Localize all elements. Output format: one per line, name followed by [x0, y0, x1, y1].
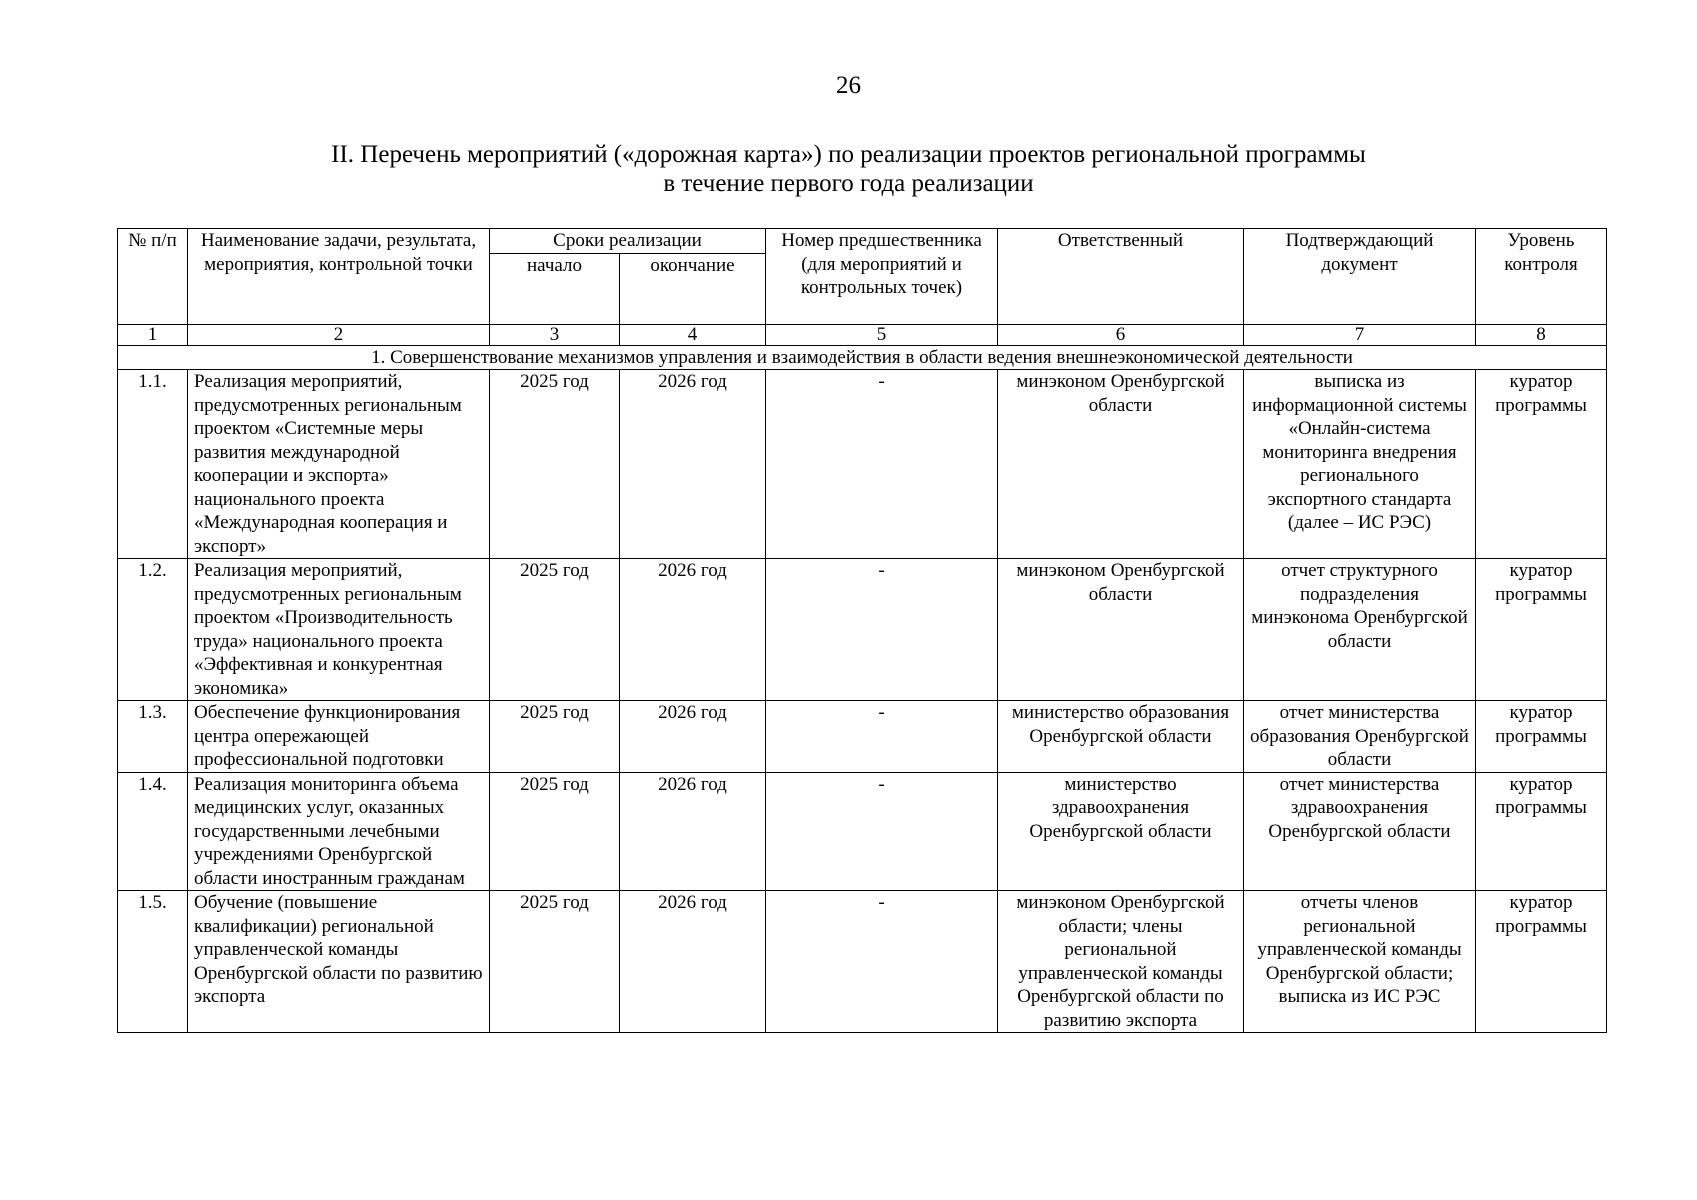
row-control: куратор программы: [1476, 701, 1607, 773]
row-document: отчет министерства здравоохранения Оренбургской области: [1244, 772, 1476, 891]
row-name: Обеспечение функционирования центра опережающей профессиональной подготовки: [188, 701, 490, 773]
table-row: [118, 891, 1607, 1033]
row-predecessor: -: [766, 559, 998, 701]
row-predecessor: -: [766, 772, 998, 891]
header-end: окончание: [620, 253, 766, 324]
table-row: [118, 559, 1607, 701]
column-number: 8: [1476, 324, 1607, 345]
row-responsible: минэконом Оренбургской области: [998, 370, 1244, 559]
row-end: 2026 год: [620, 559, 766, 701]
header-document: Подтверждающий документ: [1244, 229, 1476, 325]
row-name: Реализация мероприятий, предусмотренных региональным проектом «Производительность труда» национального проекта «Эффективная и конкурентная экономика»: [188, 559, 490, 701]
row-no: 1.4.: [118, 772, 188, 891]
table-row: [118, 370, 1607, 559]
row-no: 1.2.: [118, 559, 188, 701]
column-number: 6: [998, 324, 1244, 345]
row-responsible: министерство здравоохранения Оренбургской области: [998, 772, 1244, 891]
row-control: куратор программы: [1476, 559, 1607, 701]
header-terms: Сроки реализации: [490, 229, 766, 254]
row-end: 2026 год: [620, 891, 766, 1033]
row-start: 2025 год: [490, 701, 620, 773]
row-end: 2026 год: [620, 701, 766, 773]
page-number: 26: [836, 72, 861, 99]
header-control: Уровень контроля: [1476, 229, 1607, 325]
row-predecessor: -: [766, 891, 998, 1033]
column-number: 5: [766, 324, 998, 345]
row-name: Обучение (повышение квалификации) региональной управленческой команды Оренбургской области по развитию экспорта: [188, 891, 490, 1033]
row-document: выписка из информационной системы «Онлайн-система мониторинга внедрения регионального экспортного стандарта (далее – ИС РЭС): [1244, 370, 1476, 559]
row-name: Реализация мониторинга объема медицинских услуг, оказанных государственными лечебными учреждениями Оренбургской области иностранным гражданам: [188, 772, 490, 891]
row-responsible: министерство образования Оренбургской области: [998, 701, 1244, 773]
header-name: Наименование задачи, результата, мероприятия, контрольной точки: [188, 229, 490, 325]
title-line-1: II. Перечень мероприятий («дорожная карта») по реализации проектов региональной программы: [331, 141, 1366, 168]
table-row: [118, 772, 1607, 891]
column-number: 1: [118, 324, 188, 345]
row-no: 1.5.: [118, 891, 188, 1033]
roadmap-table: [117, 228, 1607, 1033]
row-predecessor: -: [766, 701, 998, 773]
row-document: отчеты членов региональной управленческой команды Оренбургской области; выписка из ИС РЭС: [1244, 891, 1476, 1033]
row-responsible: минэконом Оренбургской области: [998, 559, 1244, 701]
row-end: 2026 год: [620, 370, 766, 559]
document-title: [0, 140, 1697, 198]
row-no: 1.3.: [118, 701, 188, 773]
column-number: 7: [1244, 324, 1476, 345]
row-name: Реализация мероприятий, предусмотренных региональным проектом «Системные меры развития международной кооперации и экспорта» национального проекта «Международная кооперация и экспорт»: [188, 370, 490, 559]
row-control: куратор программы: [1476, 772, 1607, 891]
row-responsible: минэконом Оренбургской области; члены региональной управленческой команды Оренбургской области по развитию экспорта: [998, 891, 1244, 1033]
row-predecessor: -: [766, 370, 998, 559]
section-title: 1. Совершенствование механизмов управления и взаимодействия в области ведения внешнеэкономической деятельности: [118, 345, 1607, 370]
column-number: 2: [188, 324, 490, 345]
row-control: куратор программы: [1476, 370, 1607, 559]
header-row-1: [118, 229, 1607, 254]
row-end: 2026 год: [620, 772, 766, 891]
row-document: отчет министерства образования Оренбургской области: [1244, 701, 1476, 773]
header-predecessor: Номер предшественника (для мероприятий и контрольных точек): [766, 229, 998, 325]
column-numbers-row: [118, 324, 1607, 345]
row-start: 2025 год: [490, 891, 620, 1033]
header-no: № п/п: [118, 229, 188, 325]
table-row: [118, 701, 1607, 773]
row-start: 2025 год: [490, 370, 620, 559]
row-control: куратор программы: [1476, 891, 1607, 1033]
title-line-2: в течение первого года реализации: [663, 170, 1034, 197]
row-document: отчет структурного подразделения минэконома Оренбургской области: [1244, 559, 1476, 701]
section-row: [118, 345, 1607, 370]
row-start: 2025 год: [490, 772, 620, 891]
row-start: 2025 год: [490, 559, 620, 701]
row-no: 1.1.: [118, 370, 188, 559]
column-number: 3: [490, 324, 620, 345]
column-number: 4: [620, 324, 766, 345]
header-start: начало: [490, 253, 620, 324]
header-responsible: Ответственный: [998, 229, 1244, 325]
